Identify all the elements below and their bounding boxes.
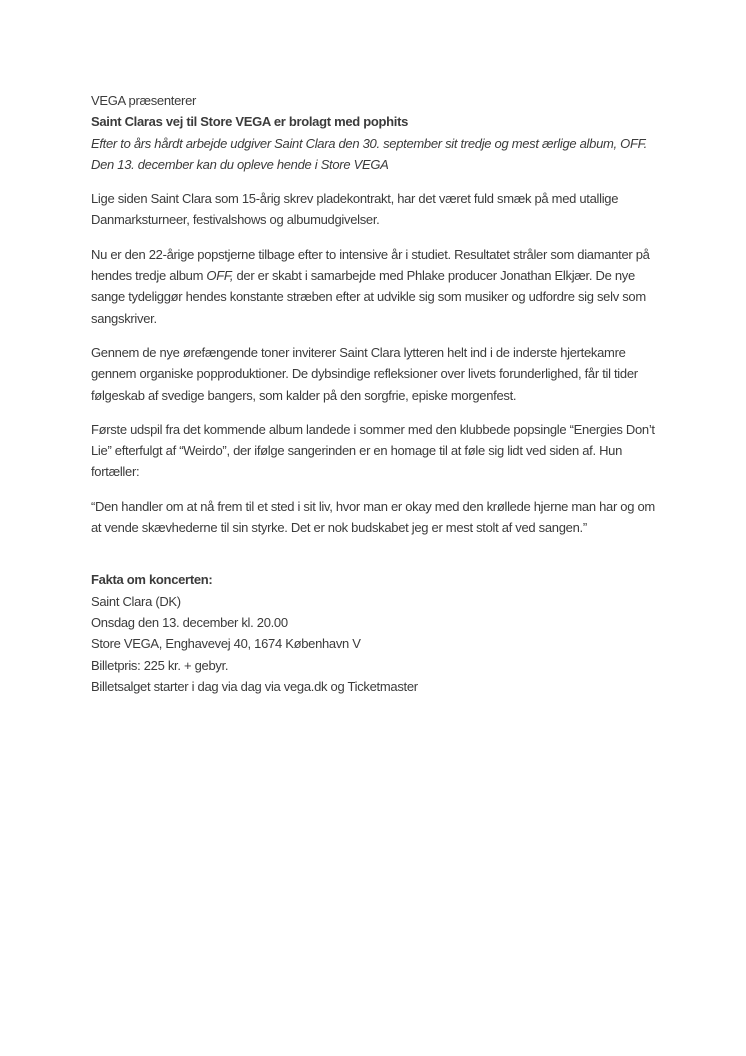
headline: Saint Claras vej til Store VEGA er brolagt med pophits	[91, 114, 409, 130]
body-paragraph	[91, 496, 666, 539]
facts-line: Store VEGA, Enghavevej 40, 1674 København V	[91, 636, 361, 652]
body-paragraph	[91, 419, 666, 483]
facts-lines	[91, 591, 666, 697]
facts-line: Billetsalget starter i dag via dag via vega.dk og Ticketmaster	[91, 678, 418, 694]
paragraph-segment-italic: OFF,	[206, 268, 234, 284]
facts-line: Saint Clara (DK)	[91, 593, 181, 609]
lede: Efter to års hårdt arbejde udgiver Saint Clara den 30. september sit tredje og mest ærlige album, OFF. Den 13. december kan du opleve hende i Store VEGA	[91, 135, 647, 172]
body-paragraph	[91, 188, 666, 231]
paragraph-segment: Gennem de nye ørefængende toner inviterer Saint Clara lytteren helt ind i de inderste hjertekamre gennem organiske popproduktioner. De dybsindige refleksioner over livets forunderlighed, får til tider følgeskab af svedige bangers, som kalder på den sorgfrie, episke morgenfest.	[91, 344, 638, 403]
paragraph-segment: Lige siden Saint Clara som 15-årig skrev pladekontrakt, har det været fuld smæk på med utallige Danmarksturneer, festivalshows og albumudgivelser.	[91, 191, 619, 228]
paragraph-segment: “Den handler om at nå frem til et sted i sit liv, hvor man er okay med den krøllede hjerne man har og om at vende skævhederne til sin styrke. Det er nok budskabet jeg er mest stolt af ved sangen.”	[91, 498, 655, 536]
facts-line: Onsdag den 13. december kl. 20.00	[91, 614, 288, 630]
paragraph-segment: Nu er den 22-årige popstjerne tilbage efter to intensive år i studiet. Resultatet stråler som diamanter på hendes tredje album	[91, 246, 650, 284]
paragraph-segment: der er skabt i samarbejde med Phlake producer Jonathan Elkjær. De nye sange tydeliggør hendes konstante stræben efter at udvikle sig som musiker og udfordre sig selv som sangskriver.	[91, 268, 646, 326]
facts-section	[91, 569, 666, 697]
facts-heading: Fakta om koncerten:	[91, 572, 213, 588]
body-paragraph	[91, 244, 666, 329]
paragraph-segment: Første udspil fra det kommende album landede i sommer med den klubbede popsingle “Energies Don’t Lie” efterfulgt af “Weirdo”, der ifølge sangerinden er en homage til at føle sig lidt ved siden af. Hun fortæller:	[91, 421, 655, 480]
kicker: VEGA præsenterer	[91, 93, 197, 108]
body-paragraphs	[91, 188, 666, 538]
facts-line: Billetpris: 225 kr. + gebyr.	[91, 657, 229, 673]
body-paragraph	[91, 342, 666, 406]
